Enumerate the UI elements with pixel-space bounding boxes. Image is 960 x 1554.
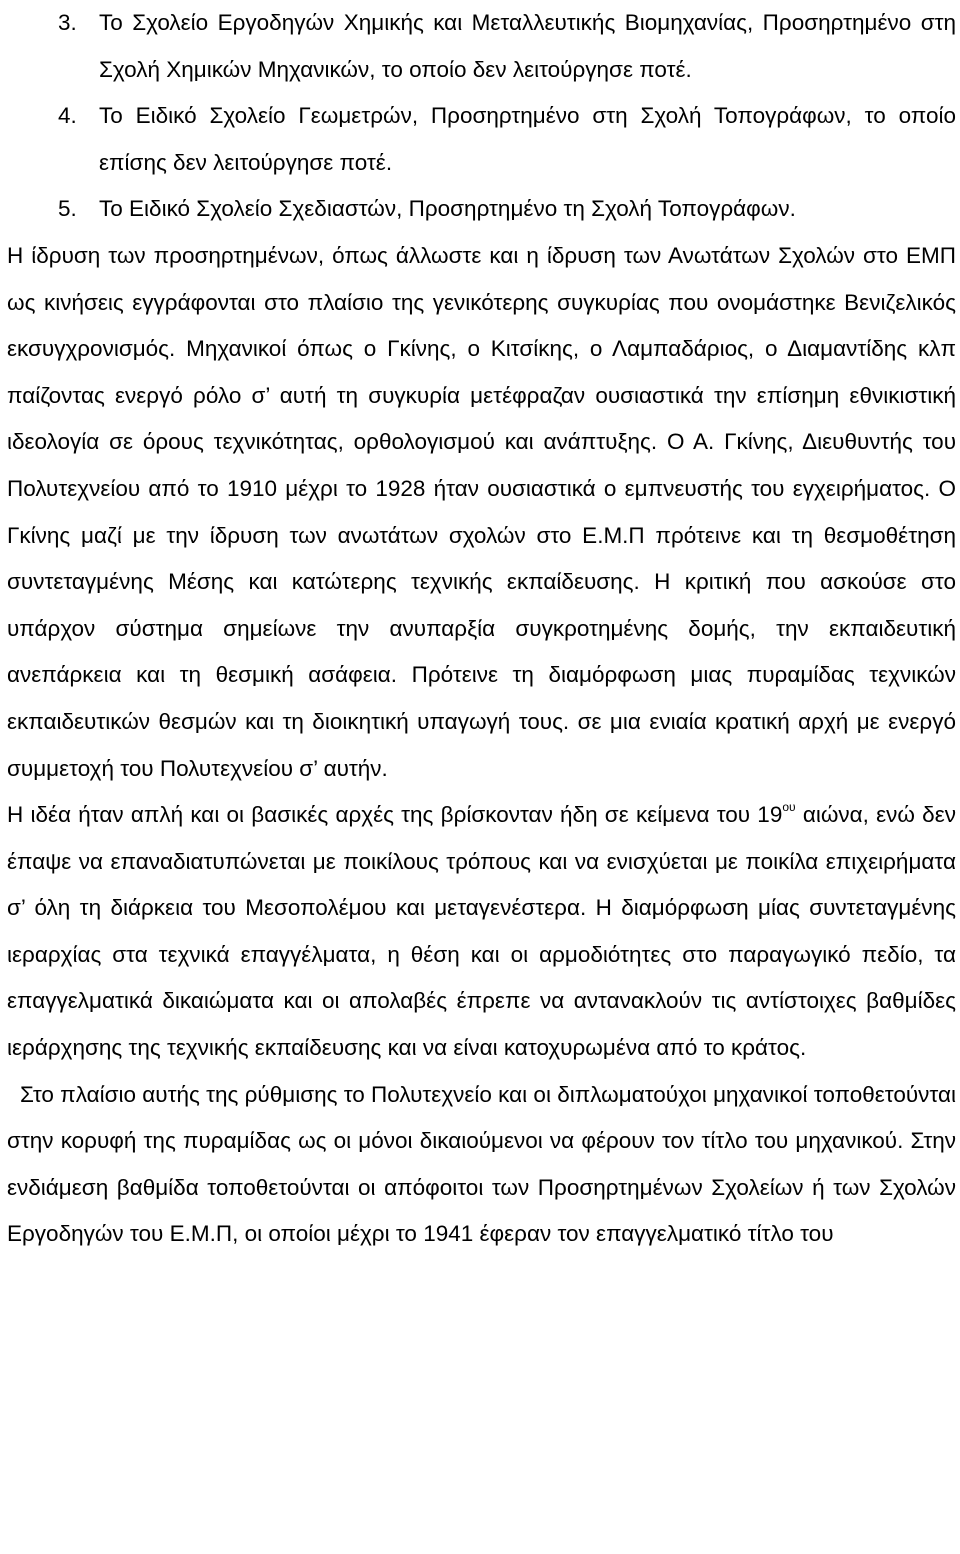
paragraph-text: Η ιδέα ήταν απλή και οι βασικές αρχές της βρίσκονταν ήδη σε κείμενα του 19 — [7, 802, 783, 828]
list-item-number: 3. — [58, 10, 77, 35]
paragraph-polytechnic-pyramid: Στο πλαίσιο αυτής της ρύθμισης το Πολυτεχνείο και οι διπλωματούχοι μηχανικοί τοποθετούνται στην κορυφή της πυραμίδας ως οι μόνοι δικαιούμενοι να φέρουν τον τίτλο του μηχανικού. Στην ενδιάμεση βαθμίδα τοποθετούνται οι απόφοιτοι των Προσηρτημένων Σχολείων ή των Σχολών Εργοδηγών του Ε.Μ.Π, οι οποίοι μέχρι το 1941 έφεραν τον επαγγελματικό τίτλο του — [7, 1081, 956, 1247]
list-item-number: 5. — [58, 196, 77, 222]
superscript: ου — [782, 800, 796, 815]
list-item — [7, 186, 956, 233]
list-item-number: 4. — [58, 103, 77, 129]
paragraph-text: αιώνα, ενώ δεν έπαψε να επαναδιατυπώνεται με ποικίλους τρόπους και να ενισχύεται με ποικίλα επιχειρήματα σ’ όλη τη διάρκεια του Μεσοπολέμου και μεταγενέστερα. Η διαμόρφωση μίας συντεταγμένης ιεραρχίας στα τεχνικά επαγγέλματα, η θέση και οι αρμοδιότητες στο παραγωγικό πεδίο, τα επαγγελματικά δικαιώματα και οι απολαβές έπρεπε να αντανακλούν τις αντίστοιχες βαθμίδες ιεράρχησης της τεχνικής εκπαίδευσης και να είναι κατοχυρωμένα από το κράτος. — [7, 802, 956, 1061]
list-item-text: Το Σχολείο Εργοδηγών Χημικής και Μεταλλευτικής Βιομηχανίας, Προσηρτημένο στη Σχολή Χημικών Μηχανικών, το οποίο δεν λειτούργησε ποτέ. — [99, 10, 956, 82]
list-item — [7, 0, 956, 93]
list-item-text: Το Ειδικό Σχολείο Σχεδιαστών, Προσηρτημένο τη Σχολή Τοπογράφων. — [99, 196, 796, 222]
paragraph-founding-schools: Η ίδρυση των προσηρτημένων, όπως άλλωστε και η ίδρυση των Ανωτάτων Σχολών στο ΕΜΠ ως κινήσεις εγγράφονται στο πλαίσιο της γενικότερης συγκυρίας που ονομάστηκε Βενιζελικός εκσυγχρονισμός. Μηχανικοί όπως ο Γκίνης, ο Κιτσίκης, ο Λαμπαδάριος, ο Διαμαντίδης κλπ παίζοντας ενεργό ρόλο σ’ αυτή τη συγκυρία μετέφραζαν ουσιαστικά την επίσημη εθνικιστική ιδεολογία σε όρους τεχνικότητας, ορθολογισμού και ανάπτυξης. Ο Α. Γκίνης, Διευθυντής του Πολυτεχνείου από το 1910 μέχρι το 1928 ήταν ουσιαστικά ο εμπνευστής του εγχειρήματος. Ο Γκίνης μαζί με την ίδρυση των ανωτάτων σχολών στο Ε.Μ.Π πρότεινε και τη θεσμοθέτηση συντεταγμένης Μέσης και κατώτερης τεχνικής εκπαίδευσης. Η κριτική που ασκούσε στο υπάρχον σύστημα σημείωνε την ανυπαρξία συγκροτημένης δομής, την εκπαιδευτική ανεπάρκεια και τη θεσμική ασάφεια. Πρότεινε τη διαμόρφωση μιας πυραμίδας τεχνικών εκπαιδευτικών θεσμών και τη διοικητική υπαγωγή τους. σε μια ενιαία κρατική αρχή με ενεργό συμμετοχή του Πολυτεχνείου σ’ αυτήν. — [7, 242, 956, 781]
school-list — [7, 0, 956, 233]
list-item — [7, 93, 956, 186]
paragraph-idea-hierarchy — [7, 792, 956, 1072]
list-item-text: Το Ειδικό Σχολείο Γεωμετρών, Προσηρτημένο στη Σχολή Τοπογράφων, το οποίο επίσης δεν λειτούργησε ποτέ. — [99, 103, 956, 175]
